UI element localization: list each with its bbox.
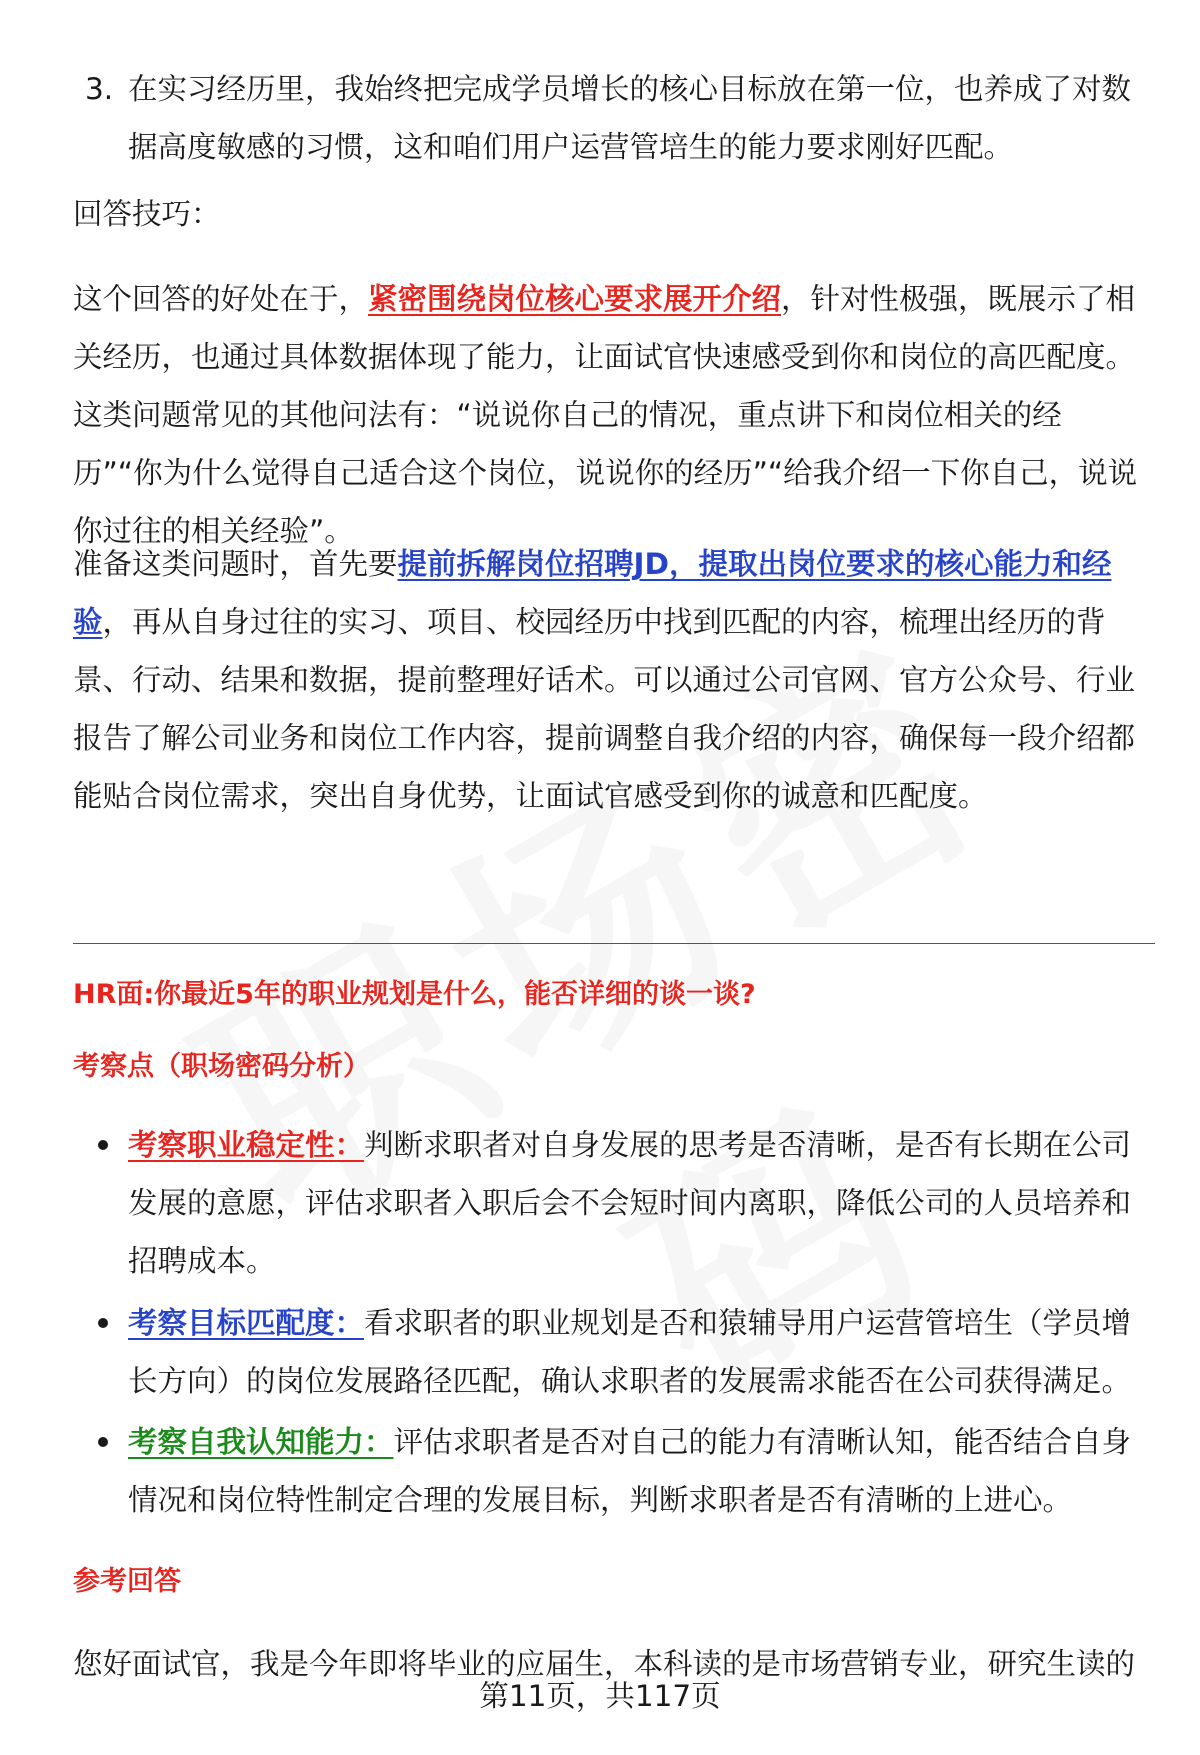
tips-p1-highlight: 紧密围绕岗位核心要求展开介绍 bbox=[368, 282, 782, 316]
reference-title: 参考回答 bbox=[73, 1566, 181, 1597]
assess-item-3-label: 考察自我认知能力： bbox=[128, 1425, 394, 1459]
list-item-text: 在实习经历里，我始终把完成学员增长的核心目标放在第一位，也养成了对数据高度敏感的习惯，这和咱们用户运营管培生的能力要求刚好匹配。 bbox=[128, 72, 1132, 164]
tips-paragraph-3 bbox=[73, 535, 1145, 825]
assess-item-1 bbox=[128, 1116, 1145, 1290]
assess-item-2-text: 看求职者的职业规划是否和猿辅导用户运营管培生（学员增长方向）的岗位发展路径匹配，确认求职者的发展需求能否在公司获得满足。 bbox=[128, 1306, 1132, 1398]
tips-p3-after: ，再从自身过往的实习、项目、校园经历中找到匹配的内容，梳理出经历的背景、行动、结果和数据，提前整理好话术。可以通过公司官网、官方公众号、行业报告了解公司业务和岗位工作内容，提前调整自我介绍的内容，确保每一段介绍都能贴合岗位需求，突出自身优势，让面试官感受到你的诚意和匹配度。 bbox=[73, 605, 1136, 813]
tips-paragraph-1 bbox=[73, 270, 1145, 386]
assess-item-1-label: 考察职业稳定性： bbox=[128, 1128, 365, 1162]
assess-item-3 bbox=[128, 1413, 1145, 1529]
tips-label: 回答技巧： bbox=[73, 197, 221, 231]
question-title: HR面:你最近5年的职业规划是什么，能否详细的谈一谈? bbox=[73, 979, 756, 1010]
assess-title: 考察点（职场密码分析） bbox=[73, 1051, 370, 1082]
assess-item-2 bbox=[128, 1294, 1145, 1410]
assess-item-2-label: 考察目标匹配度： bbox=[128, 1306, 365, 1340]
assess-item-3-text: 评估求职者是否对自己的能力有清晰认知，能否结合自身情况和岗位特性制定合理的发展目标，判断求职者是否有清晰的上进心。 bbox=[128, 1425, 1132, 1517]
bullet-icon bbox=[98, 1140, 108, 1150]
reference-text: 您好面试官，我是今年即将毕业的应届生，本科读的是市场营销专业，研究生读的 bbox=[73, 1647, 1136, 1681]
tips-p1-before: 这个回答的好处在于， bbox=[73, 282, 369, 316]
assess-item-1-text: 判断求职者对自身发展的思考是否清晰，是否有长期在公司发展的意愿，评估求职者入职后会不会短时间内离职，降低公司的人员培养和招聘成本。 bbox=[128, 1128, 1132, 1278]
tips-p3-before: 准备这类问题时，首先要 bbox=[73, 547, 398, 581]
tips-p1-after: ，针对性极强，既展示了相关经历，也通过具体数据体现了能力，让面试官快速感受到你和岗位的高匹配度。 bbox=[73, 282, 1136, 374]
bullet-icon bbox=[98, 1437, 108, 1447]
page-footer: 第11页，共117页 bbox=[479, 1679, 721, 1713]
list-number: 3. bbox=[85, 72, 114, 106]
bullet-icon bbox=[98, 1318, 108, 1328]
tips-p3-highlight: 提前拆解岗位招聘JD，提取出岗位要求的核心能力和经验 bbox=[73, 547, 1112, 639]
tips-paragraph-2: 这类问题常见的其他问法有：“说说你自己的情况，重点讲下和岗位相关的经历”“你为什么觉得自己适合这个岗位，说说你的经历”“给我介绍一下你自己，说说你过往的相关经验”。 bbox=[73, 398, 1138, 548]
section-divider bbox=[73, 943, 1155, 944]
